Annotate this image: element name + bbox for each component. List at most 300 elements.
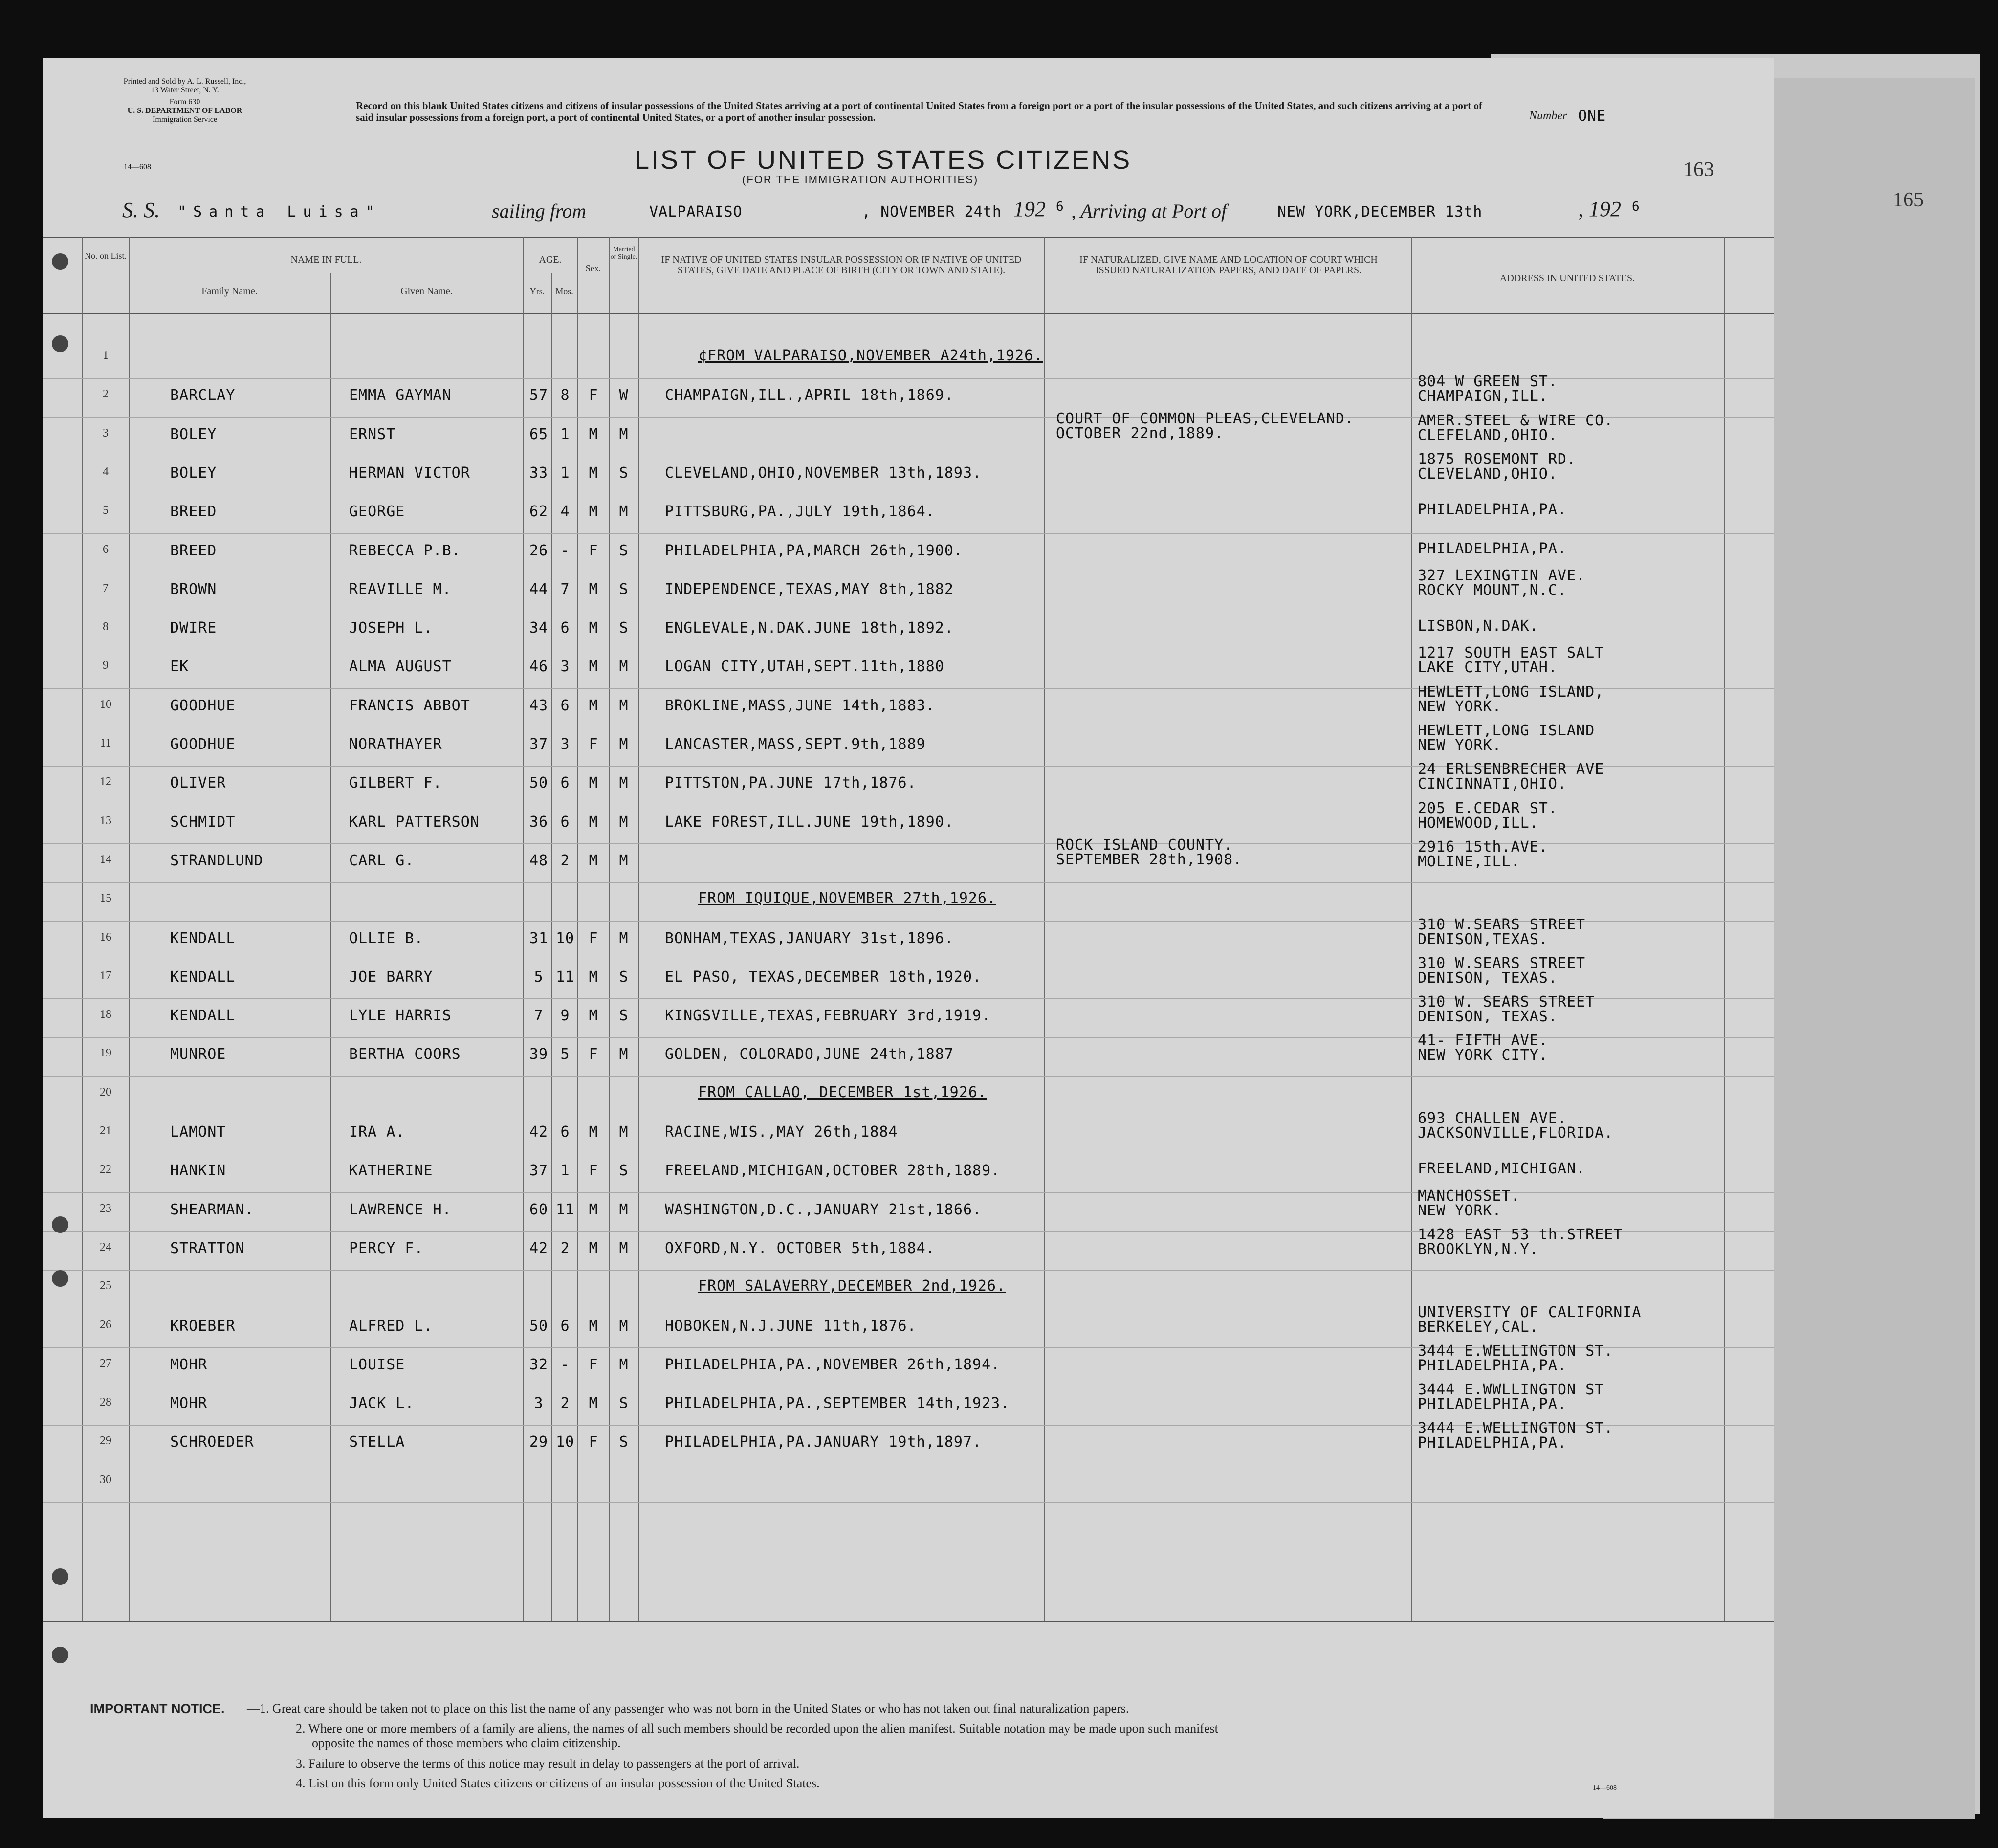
notice-item-1: —1. Great care should be taken not to place on this list the name of any passenger who was not born in the United States or who has not taken out final naturalization papers. [247, 1701, 1129, 1716]
birth-info: BONHAM,TEXAS,JANUARY 31st,1896. [665, 929, 954, 947]
age-years: 7 [534, 1007, 544, 1025]
header-bottom-rule [43, 313, 1774, 314]
notice-label: IMPORTANT NOTICE. [90, 1701, 225, 1716]
age-months: 3 [560, 658, 570, 676]
address-line-2: NEW YORK. [1418, 737, 1502, 754]
age-months: 6 [560, 813, 570, 831]
row-number: 1 [103, 349, 109, 362]
birth-info: BROKLINE,MASS,JUNE 14th,1883. [665, 697, 935, 714]
sex: M [589, 619, 598, 637]
address-line-2: NEW YORK. [1418, 1202, 1502, 1219]
birth-info: LAKE FOREST,ILL.JUNE 19th,1890. [665, 813, 954, 831]
col-rule-sex [577, 237, 578, 1621]
address-line-1: 1875 ROSEMONT RD. [1418, 450, 1577, 468]
header-address: ADDRESS IN UNITED STATES. [1499, 273, 1635, 284]
address-line-2: BROOKLYN,N.Y. [1418, 1240, 1539, 1258]
row-number: 27 [100, 1357, 111, 1370]
age-months: - [560, 542, 570, 559]
family-name: MOHR [170, 1356, 208, 1373]
family-name: OLIVER [170, 774, 226, 792]
marital-status: M [619, 774, 629, 792]
family-name: KROEBER [170, 1317, 236, 1335]
address-line-1: 41- FIFTH AVE. [1418, 1032, 1548, 1050]
family-name: DWIRE [170, 619, 217, 637]
printer-service: Immigration Service [153, 115, 217, 124]
family-name: BROWN [170, 580, 217, 598]
given-name: JOE BARRY [349, 968, 433, 986]
age-months: 10 [555, 929, 575, 947]
given-name: ALMA AUGUST [349, 658, 452, 676]
punch-hole [52, 335, 68, 352]
age-months: 1 [560, 425, 570, 443]
header-natur: IF NATURALIZED, GIVE NAME AND LOCATION OF COURT WHICH ISSUED NATURALIZATION PAPERS, AND DATE OF PAPERS. [1079, 254, 1378, 276]
age-years: 48 [529, 852, 549, 869]
row-number: 29 [100, 1434, 111, 1448]
address-line-2: CHAMPAIGN,ILL. [1418, 388, 1548, 405]
family-name: HANKIN [170, 1162, 226, 1180]
page-stamp-2: 165 [1893, 189, 1924, 211]
given-name: ALFRED L. [349, 1317, 433, 1335]
row-number: 13 [100, 814, 111, 827]
sex: M [589, 1317, 598, 1335]
page-title: LIST OF UNITED STATES CITIZENS [635, 145, 1132, 175]
birth-info: EL PASO, TEXAS,DECEMBER 18th,1920. [665, 968, 982, 986]
given-name: CARL G. [349, 852, 415, 869]
age-months: 6 [560, 1317, 570, 1335]
marital-status: M [619, 1046, 629, 1063]
section-heading: FROM SALAVERRY,DECEMBER 2nd,1926. [698, 1277, 1006, 1295]
family-name: BREED [170, 542, 217, 559]
age-months: 8 [560, 387, 570, 404]
port-to: NEW YORK,DECEMBER 13th [1277, 203, 1483, 220]
age-years: 50 [529, 1317, 549, 1335]
sex: F [589, 1162, 598, 1180]
age-months: 6 [560, 1123, 570, 1141]
row-number: 25 [100, 1279, 111, 1293]
marital-status: M [619, 1201, 629, 1218]
col-rule-birth [638, 237, 639, 1621]
address-line-1: 2916 15th.AVE. [1418, 838, 1548, 856]
age-years: 44 [529, 580, 549, 598]
sex: M [589, 1123, 598, 1141]
sex: M [589, 425, 598, 443]
given-name: KATHERINE [349, 1162, 433, 1180]
printer-code: 14—608 [124, 163, 151, 171]
col-rule-family [129, 237, 130, 1621]
row-rule [43, 882, 1774, 883]
address-line-1: 3444 E.WELLINGTON ST. [1418, 1342, 1614, 1360]
given-name: IRA A. [349, 1123, 405, 1141]
port-from: VALPARAISO [649, 203, 743, 220]
naturalization-court: ROCK ISLAND COUNTY. [1056, 836, 1233, 854]
birth-info: LANCASTER,MASS,SEPT.9th,1889 [665, 736, 926, 753]
header-age: AGE. [539, 254, 562, 265]
col-rule-ms [609, 237, 610, 1621]
family-name: MOHR [170, 1395, 208, 1412]
birth-info: PHILADELPHIA,PA,MARCH 26th,1900. [665, 542, 963, 559]
age-months: 2 [560, 852, 570, 869]
punch-hole [52, 1568, 68, 1585]
birth-info: ENGLEVALE,N.DAK.JUNE 18th,1892. [665, 619, 954, 637]
age-years: 42 [529, 1239, 549, 1257]
marital-status: S [619, 619, 629, 637]
address-line-2: PHILADELPHIA,PA. [1418, 1396, 1567, 1413]
address-line-2: NEW YORK CITY. [1418, 1047, 1548, 1064]
address-line-2: FREELAND,MICHIGAN. [1418, 1160, 1586, 1178]
given-name: BERTHA COORS [349, 1046, 461, 1063]
address-line-1: 310 W.SEARS STREET [1418, 916, 1586, 933]
given-name: FRANCIS ABBOT [349, 697, 470, 714]
notice-item-4: 4. List on this form only United States citizens or citizens of an insular possession of the United States. [296, 1776, 820, 1790]
marital-status: S [619, 542, 629, 559]
sex: F [589, 1433, 598, 1451]
sex: M [589, 774, 598, 792]
birth-info: LOGAN CITY,UTAH,SEPT.11th,1880 [665, 658, 944, 676]
sex: M [589, 968, 598, 986]
sex: F [589, 1356, 598, 1373]
marital-status: S [619, 1433, 629, 1451]
given-name: HERMAN VICTOR [349, 464, 470, 482]
header-no: No. on List. [84, 251, 127, 261]
birth-info: INDEPENDENCE,TEXAS,MAY 8th,1882 [665, 580, 954, 598]
table-bottom-rule [43, 1621, 1774, 1622]
given-name: GILBERT F. [349, 774, 442, 792]
family-name: BARCLAY [170, 387, 236, 404]
row-number: 10 [100, 698, 111, 711]
age-years: 31 [529, 929, 549, 947]
family-name: SCHROEDER [170, 1433, 254, 1451]
family-name: KENDALL [170, 929, 236, 947]
marital-status: S [619, 1395, 629, 1412]
ship-name: "Santa Luisa" [177, 203, 381, 220]
address-line-1: 24 ERLSENBRECHER AVE [1418, 761, 1604, 778]
marital-status: M [619, 697, 629, 714]
row-number: 17 [100, 969, 111, 982]
marital-status: W [619, 387, 629, 404]
printer-line1: Printed and Sold by A. L. Russell, Inc., [123, 77, 246, 86]
age-months: 1 [560, 1162, 570, 1180]
age-years: 60 [529, 1201, 549, 1218]
row-number: 23 [100, 1202, 111, 1215]
address-line-2: CLEVELAND,OHIO. [1418, 465, 1558, 483]
sex: M [589, 1395, 598, 1412]
row-rule [43, 1502, 1774, 1503]
age-years: 3 [534, 1395, 544, 1412]
printer-block [92, 77, 278, 124]
marital-status: S [619, 464, 629, 482]
age-years: 42 [529, 1123, 549, 1141]
given-name: LAWRENCE H. [349, 1201, 452, 1218]
header-mos: Mos. [555, 286, 573, 296]
age-years: 57 [529, 387, 549, 404]
family-name: SCHMIDT [170, 813, 236, 831]
address-line-1: 3444 E.WELLINGTON ST. [1418, 1420, 1614, 1437]
birth-info: FREELAND,MICHIGAN,OCTOBER 28th,1889. [665, 1162, 1001, 1180]
header-yrs: Yrs. [529, 286, 545, 296]
row-number: 24 [100, 1240, 111, 1254]
address-line-2: LISBON,N.DAK. [1418, 617, 1539, 635]
year-digit-2: 6 [1632, 199, 1640, 214]
given-name: NORATHAYER [349, 736, 442, 753]
address-line-2: ROCKY MOUNT,N.C. [1418, 581, 1567, 599]
address-line-2: PHILADELPHIA,PA. [1418, 501, 1567, 519]
col-rule-end [1724, 237, 1725, 1621]
age-months: 11 [555, 1201, 575, 1218]
birth-info: RACINE,WIS.,MAY 26th,1884 [665, 1123, 898, 1141]
age-months: 4 [560, 503, 570, 521]
age-years: 36 [529, 813, 549, 831]
family-name: BREED [170, 503, 217, 521]
notice-code: 14—608 [1593, 1784, 1617, 1792]
family-name: SHEARMAN. [170, 1201, 254, 1218]
age-years: 39 [529, 1046, 549, 1063]
sex: F [589, 929, 598, 947]
age-years: 37 [529, 736, 549, 753]
birth-info: PITTSTON,PA.JUNE 17th,1876. [665, 774, 917, 792]
age-months: 1 [560, 464, 570, 482]
birth-info: PHILADELPHIA,PA.,SEPTEMBER 14th,1923. [665, 1395, 1010, 1412]
number-label: Number [1529, 110, 1567, 122]
header-married: Married or Single. [610, 246, 637, 261]
col-rule-given [330, 273, 331, 1621]
row-number: 8 [103, 620, 109, 634]
age-months: 9 [560, 1007, 570, 1025]
age-months: 7 [560, 580, 570, 598]
family-name: MUNROE [170, 1046, 226, 1063]
page-subtitle: (FOR THE IMMIGRATION AUTHORITIES) [742, 174, 979, 186]
marital-status: S [619, 1162, 629, 1180]
address-line-2: CINCINNATI,OHIO. [1418, 775, 1567, 793]
header-name-in-full: NAME IN FULL. [290, 254, 362, 265]
address-line-1: 1217 SOUTH EAST SALT [1418, 644, 1604, 662]
row-number: 12 [100, 775, 111, 789]
year-label-2: , 192 [1578, 197, 1621, 221]
family-name: LAMONT [170, 1123, 226, 1141]
year-digit: 6 [1056, 199, 1064, 214]
notice-item-2b: opposite the names of those members who claim citizenship. [312, 1736, 621, 1750]
marital-status: M [619, 813, 629, 831]
family-name: BOLEY [170, 464, 217, 482]
given-name: OLLIE B. [349, 929, 424, 947]
birth-info: PITTSBURG,PA.,JULY 19th,1864. [665, 503, 935, 521]
given-name: KARL PATTERSON [349, 813, 480, 831]
year-label: 192 [1013, 197, 1046, 221]
row-number: 26 [100, 1318, 111, 1331]
sex: M [589, 1239, 598, 1257]
row-number: 14 [100, 853, 111, 866]
sex: M [589, 503, 598, 521]
birth-info: OXFORD,N.Y. OCTOBER 5th,1884. [665, 1239, 935, 1257]
header-given: Given Name. [400, 286, 453, 297]
row-number: 15 [100, 892, 111, 905]
given-name: PERCY F. [349, 1239, 424, 1257]
marital-status: M [619, 658, 629, 676]
age-years: 37 [529, 1162, 549, 1180]
notice-item-3: 3. Failure to observe the terms of this notice may result in delay to passengers at the port of arrival. [296, 1757, 800, 1771]
age-months: 2 [560, 1239, 570, 1257]
address-line-1: 3444 E.WWLLINGTON ST [1418, 1381, 1604, 1399]
address-line-2: HOMEWOOD,ILL. [1418, 814, 1539, 832]
age-years: 65 [529, 425, 549, 443]
marital-status: M [619, 852, 629, 869]
naturalization-date: SEPTEMBER 28th,1908. [1056, 851, 1243, 868]
row-number: 21 [100, 1124, 111, 1137]
birth-info: KINGSVILLE,TEXAS,FEBRUARY 3rd,1919. [665, 1007, 991, 1025]
sex: M [589, 1007, 598, 1025]
age-months: 6 [560, 774, 570, 792]
age-months: - [560, 1356, 570, 1373]
address-line-2: NEW YORK. [1418, 698, 1502, 715]
given-name: REAVILLE M. [349, 580, 452, 598]
address-line-1: UNIVERSITY OF CALIFORNIA [1418, 1303, 1642, 1321]
given-name: GEORGE [349, 503, 405, 521]
col-rule-mos [551, 273, 552, 1621]
age-years: 34 [529, 619, 549, 637]
section-heading: ¢FROM VALPARAISO,NOVEMBER A24th,1926. [698, 347, 1043, 364]
given-name: LOUISE [349, 1356, 405, 1373]
row-number: 18 [100, 1008, 111, 1021]
row-number: 22 [100, 1163, 111, 1176]
sex: M [589, 464, 598, 482]
marital-status: S [619, 580, 629, 598]
age-months: 6 [560, 619, 570, 637]
printer-line2: 13 Water Street, N. Y. [151, 86, 219, 94]
address-line-2: DENISON, TEXAS. [1418, 1008, 1558, 1026]
given-name: ERNST [349, 425, 396, 443]
col-rule-natur [1044, 237, 1045, 1621]
address-line-2: CLEFELAND,OHIO. [1418, 426, 1558, 444]
address-line-1: 310 W.SEARS STREET [1418, 954, 1586, 972]
family-name: STRATTON [170, 1239, 245, 1257]
age-years: 32 [529, 1356, 549, 1373]
age-years: 62 [529, 503, 549, 521]
birth-info: HOBOKEN,N.J.JUNE 11th,1876. [665, 1317, 917, 1335]
row-number: 11 [100, 737, 111, 749]
sailing-label: sailing from [492, 200, 586, 222]
notice-item-2a: 2. Where one or more members of a family are aliens, the names of all such members should be recorded upon the alien manifest. Suitable notation may be made upon such manifest [296, 1721, 1218, 1736]
given-name: EMMA GAYMAN [349, 387, 452, 404]
row-number: 5 [103, 504, 109, 517]
address-line-1: AMER.STEEL & WIRE CO. [1418, 412, 1614, 429]
family-name: EK [170, 658, 189, 676]
address-line-2: PHILADELPHIA,PA. [1418, 540, 1567, 557]
col-rule-yrs [523, 237, 524, 1621]
date-from: , NOVEMBER 24th [862, 203, 1002, 220]
naturalization-court: COURT OF COMMON PLEAS,CLEVELAND. [1056, 410, 1354, 427]
age-months: 2 [560, 1395, 570, 1412]
row-number: 20 [100, 1085, 111, 1099]
marital-status: M [619, 736, 629, 753]
row-rule [43, 1270, 1774, 1271]
ss-label: S. S. [122, 198, 160, 222]
marital-status: M [619, 929, 629, 947]
address-line-2: MOLINE,ILL. [1418, 853, 1520, 870]
row-number: 30 [100, 1473, 111, 1486]
address-line-1: 327 LEXINGTIN AVE. [1418, 567, 1586, 584]
marital-status: M [619, 1123, 629, 1141]
family-name: GOODHUE [170, 736, 236, 753]
age-months: 3 [560, 736, 570, 753]
birth-info: CLEVELAND,OHIO,NOVEMBER 13th,1893. [665, 464, 982, 482]
row-number: 6 [103, 543, 109, 556]
address-line-1: 693 CHALLEN AVE. [1418, 1110, 1567, 1127]
marital-status: M [619, 1239, 629, 1257]
family-name: KENDALL [170, 968, 236, 986]
record-instructions: Record on this blank United States citizens and citizens of insular possessions of the United States arriving at a port of continental United States from a foreign port or a port of the insular possessions of the United States, and such citizens arriving at a port of said insular possessions from a foreign port, a port of continental United States, or a port of another insular possession. [356, 100, 1482, 123]
family-name: GOODHUE [170, 697, 236, 714]
row-rule [43, 1076, 1774, 1077]
sex: M [589, 852, 598, 869]
age-years: 50 [529, 774, 549, 792]
age-months: 11 [555, 968, 575, 986]
address-line-2: BERKELEY,CAL. [1418, 1318, 1539, 1336]
address-line-2: JACKSONVILLE,FLORIDA. [1418, 1124, 1614, 1142]
sex: F [589, 1046, 598, 1063]
header-sex: Sex. [585, 264, 601, 273]
age-months: 10 [555, 1433, 575, 1451]
number-value: ONE [1578, 108, 1700, 125]
age-years: 5 [534, 968, 544, 986]
address-line-1: HEWLETT,LONG ISLAND, [1418, 683, 1604, 701]
sex: F [589, 542, 598, 559]
birth-info: PHILADELPHIA,PA.JANUARY 19th,1897. [665, 1433, 982, 1451]
given-name: REBECCA P.B. [349, 542, 461, 559]
age-years: 26 [529, 542, 549, 559]
punch-hole [52, 1270, 68, 1287]
printer-dept: U. S. DEPARTMENT OF LABOR [127, 107, 242, 115]
age-months: 6 [560, 697, 570, 714]
punch-hole [52, 253, 68, 270]
family-name: BOLEY [170, 425, 217, 443]
marital-status: M [619, 1317, 629, 1335]
row-number: 4 [103, 465, 109, 478]
given-name: LYLE HARRIS [349, 1007, 452, 1025]
marital-status: S [619, 968, 629, 986]
birth-info: GOLDEN, COLORADO,JUNE 24th,1887 [665, 1046, 954, 1063]
row-number: 9 [103, 659, 109, 672]
marital-status: M [619, 1356, 629, 1373]
address-line-1: 205 E.CEDAR ST. [1418, 799, 1558, 817]
family-name: STRANDLUND [170, 852, 263, 869]
address-line-1: 804 W GREEN ST. [1418, 373, 1558, 391]
row-number: 16 [100, 930, 111, 944]
sex: M [589, 658, 598, 676]
arriving-label: , Arriving at Port of [1071, 200, 1227, 222]
address-line-2: PHILADELPHIA,PA. [1418, 1357, 1567, 1374]
table-top-rule [43, 237, 1774, 238]
sex: M [589, 697, 598, 714]
age-months: 5 [560, 1046, 570, 1063]
section-heading: FROM IQUIQUE,NOVEMBER 27th,1926. [698, 890, 996, 907]
age-years: 46 [529, 658, 549, 676]
punch-hole [52, 1216, 68, 1233]
punch-hole [52, 1647, 68, 1663]
family-name: KENDALL [170, 1007, 236, 1025]
sex: F [589, 387, 598, 404]
address-line-2: PHILADELPHIA,PA. [1418, 1434, 1567, 1452]
row-number: 7 [103, 581, 109, 594]
row-number: 19 [100, 1047, 111, 1060]
header-birth: IF NATIVE OF UNITED STATES INSULAR POSSESSION OR IF NATIVE OF UNITED STATES, GIVE DATE AND PLACE OF BIRTH (CITY OR TOWN AND STATE). [661, 254, 1022, 276]
sex: M [589, 1201, 598, 1218]
col-rule-no [82, 237, 83, 1621]
address-line-1: 310 W. SEARS STREET [1418, 993, 1595, 1011]
printer-form: Form 630 [169, 98, 200, 106]
address-line-1: 1428 EAST 53 th.STREET [1418, 1226, 1623, 1243]
birth-info: CHAMPAIGN,ILL.,APRIL 18th,1869. [665, 387, 954, 404]
page-stamp-1: 163 [1683, 158, 1714, 181]
sex: F [589, 736, 598, 753]
